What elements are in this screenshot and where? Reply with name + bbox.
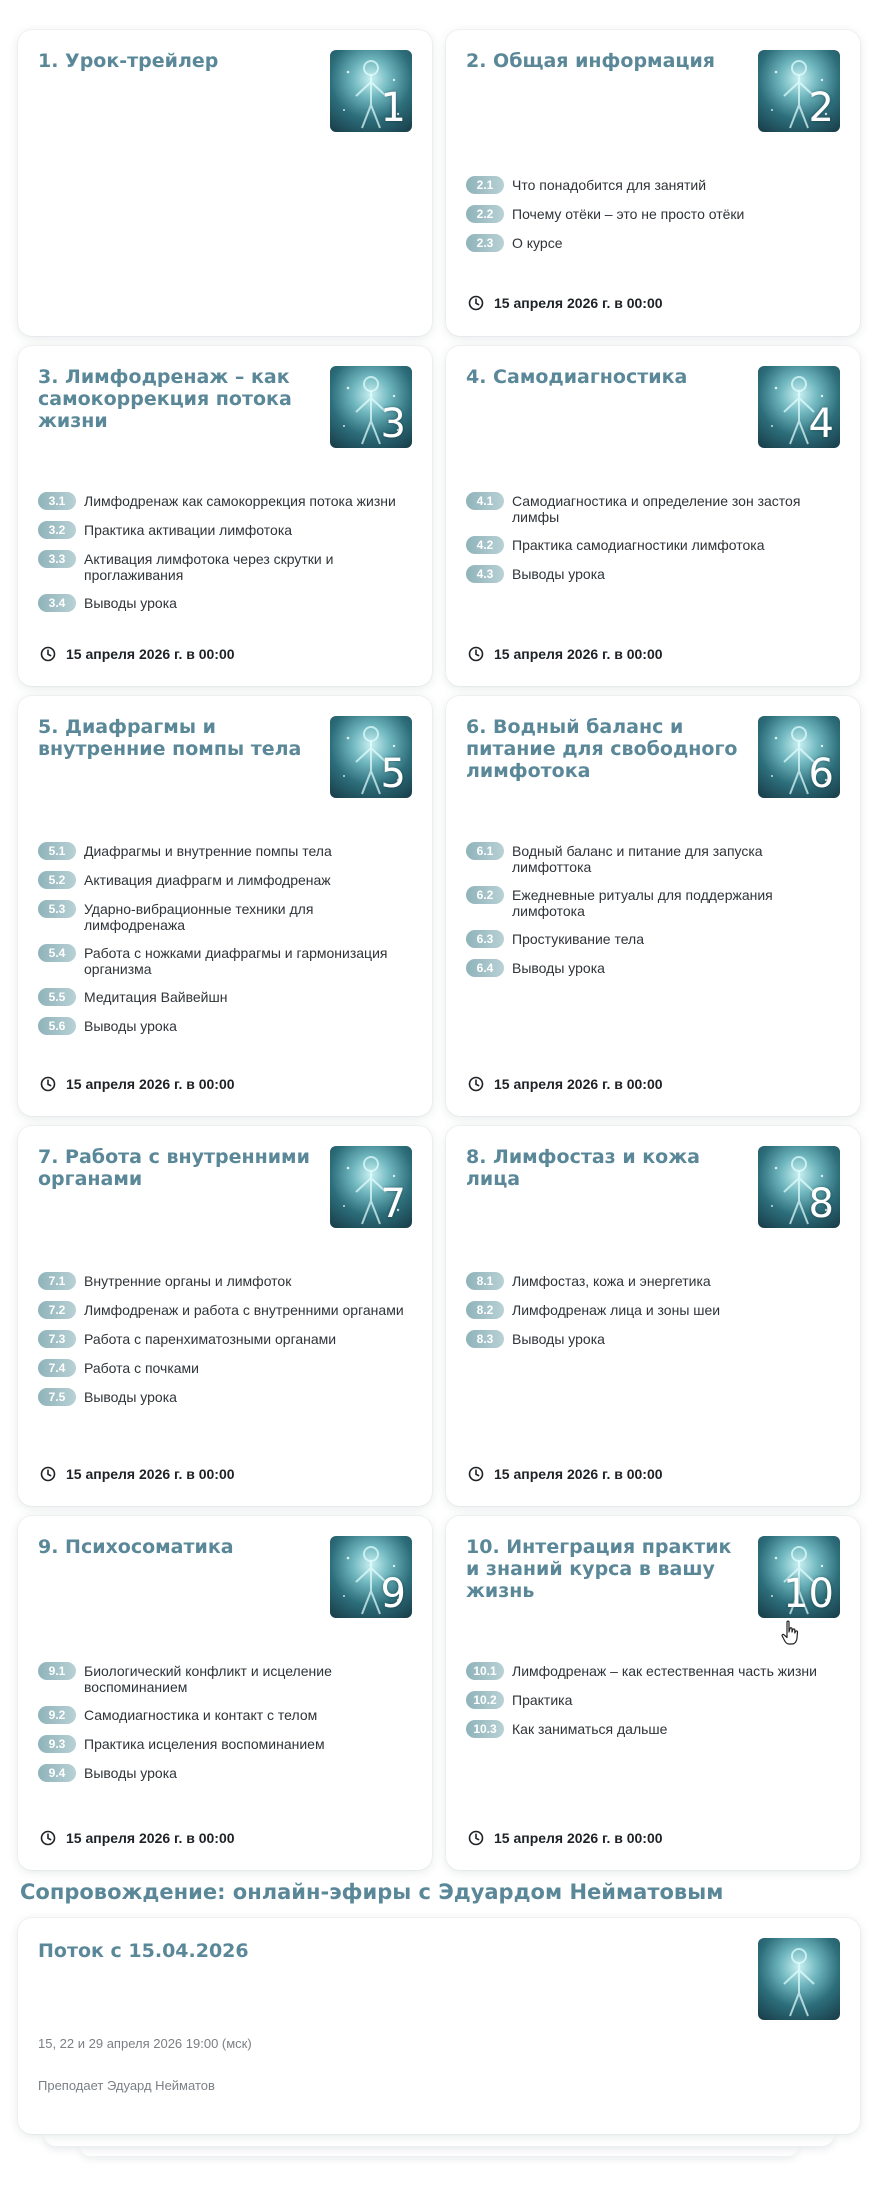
- lesson-number-badge: 5.4: [38, 944, 76, 962]
- module-date-text: 15 апреля 2026 г. в 00:00: [66, 1076, 235, 1092]
- lesson-item[interactable]: [38, 1735, 414, 1753]
- module-title: 1. Урок-трейлер: [38, 50, 219, 72]
- lesson-item[interactable]: [466, 886, 842, 919]
- lesson-item[interactable]: [466, 565, 842, 583]
- lesson-title: Выводы урока: [84, 1389, 177, 1405]
- lesson-number-badge: 9.4: [38, 1764, 76, 1782]
- stream-dates: 15, 22 и 29 апреля 2026 19:00 (мск): [38, 2036, 252, 2051]
- lesson-item[interactable]: [466, 492, 842, 525]
- lesson-title: Выводы урока: [512, 1331, 605, 1347]
- lesson-item[interactable]: [38, 1388, 414, 1406]
- lesson-title: Лимфодренаж как самокоррекция потока жизни: [84, 493, 396, 509]
- clock-icon: [468, 646, 484, 662]
- lesson-title: Медитация Вайвейшн: [84, 989, 228, 1005]
- lesson-title: Выводы урока: [84, 595, 177, 611]
- lesson-item[interactable]: [38, 1706, 414, 1724]
- module-thumbnail: [330, 50, 412, 132]
- lesson-title: Выводы урока: [512, 566, 605, 582]
- lesson-title: О курсе: [512, 235, 563, 251]
- lesson-item[interactable]: [38, 900, 414, 933]
- module-card[interactable]: [446, 696, 860, 1116]
- clock-icon: [40, 1830, 56, 1846]
- module-title: 7. Работа с внутренними органами: [38, 1146, 310, 1190]
- lesson-title: Активация диафрагм и лимфодренаж: [84, 872, 331, 888]
- lesson-number-badge: 5.2: [38, 871, 76, 889]
- clock-icon: [40, 1466, 56, 1482]
- module-date: [468, 1466, 663, 1482]
- lesson-title: Выводы урока: [512, 960, 605, 976]
- lesson-title: Работа с почками: [84, 1360, 199, 1376]
- lesson-title: Биологический конфликт и исцеление воспоминанием: [84, 1663, 332, 1695]
- lesson-item[interactable]: [466, 1330, 842, 1348]
- module-thumbnail: [758, 1536, 840, 1618]
- module-date: [40, 1466, 235, 1482]
- lesson-item[interactable]: [38, 988, 414, 1006]
- clock-icon: [468, 1076, 484, 1092]
- lesson-item[interactable]: [38, 1272, 414, 1290]
- lesson-list: [38, 1662, 414, 1793]
- lesson-title: Ударно-вибрационные техники для лимфодренажа: [84, 901, 314, 933]
- module-title: 10. Интеграция практик и знаний курса в вашу жизнь: [466, 1536, 732, 1602]
- module-card[interactable]: [18, 346, 432, 686]
- lesson-title: Работа с паренхиматозными органами: [84, 1331, 337, 1347]
- module-card[interactable]: [446, 1516, 860, 1870]
- lesson-number-badge: 9.3: [38, 1735, 76, 1753]
- lesson-number-badge: 10.3: [466, 1720, 504, 1738]
- module-thumbnail: [758, 716, 840, 798]
- lesson-item[interactable]: [38, 842, 414, 860]
- clock-icon: [40, 1076, 56, 1092]
- module-title: 6. Водный баланс и питание для свободного лимфотока: [466, 716, 738, 782]
- module-number: 1: [380, 85, 406, 131]
- module-card[interactable]: [18, 1126, 432, 1506]
- lesson-item[interactable]: [466, 536, 842, 554]
- lesson-title: Практика активации лимфотока: [84, 522, 293, 538]
- lesson-number-badge: 6.3: [466, 930, 504, 948]
- module-number: 3: [380, 401, 406, 447]
- lesson-item[interactable]: [466, 176, 842, 194]
- lesson-number-badge: 7.5: [38, 1388, 76, 1406]
- module-date: [40, 646, 235, 662]
- module-number: 5: [380, 751, 406, 797]
- lesson-number-badge: 6.1: [466, 842, 504, 860]
- lesson-item[interactable]: [38, 1017, 414, 1035]
- lesson-number-badge: 7.2: [38, 1301, 76, 1319]
- module-date-text: 15 апреля 2026 г. в 00:00: [66, 646, 235, 662]
- lesson-title: Что понадобится для занятий: [512, 177, 707, 193]
- module-title: 2. Общая информация: [466, 50, 716, 72]
- lesson-title: Самодиагностика и контакт с телом: [84, 1707, 318, 1723]
- module-card[interactable]: [18, 1516, 432, 1870]
- lesson-number-badge: 6.2: [466, 886, 504, 904]
- card-stack-shadow: [44, 2134, 834, 2146]
- lesson-item[interactable]: [466, 234, 842, 252]
- module-number: 10: [783, 1571, 834, 1617]
- lesson-title: Практика самодиагностики лимфотока: [512, 537, 765, 553]
- lesson-number-badge: 8.1: [466, 1272, 504, 1290]
- lesson-item[interactable]: [38, 550, 414, 583]
- lesson-item[interactable]: [38, 594, 414, 612]
- module-card[interactable]: [18, 30, 432, 336]
- module-date-text: 15 апреля 2026 г. в 00:00: [494, 1466, 663, 1482]
- lesson-number-badge: 5.5: [38, 988, 76, 1006]
- lesson-title: Практика исцеления воспоминанием: [84, 1736, 325, 1752]
- lesson-number-badge: 8.2: [466, 1301, 504, 1319]
- stream-thumbnail: [758, 1938, 840, 2020]
- clock-icon: [468, 1830, 484, 1846]
- module-date: [468, 1076, 663, 1092]
- module-number: 2: [808, 85, 834, 131]
- module-thumbnail: [758, 1146, 840, 1228]
- module-number: 4: [808, 401, 834, 447]
- lesson-item[interactable]: [38, 1359, 414, 1377]
- lesson-list: [466, 1272, 842, 1359]
- clock-icon: [468, 295, 484, 311]
- lesson-list: [466, 492, 842, 594]
- lesson-title: Выводы урока: [84, 1018, 177, 1034]
- module-number: 6: [808, 751, 834, 797]
- lesson-item[interactable]: [38, 1330, 414, 1348]
- lesson-title: Простукивание тела: [512, 931, 644, 947]
- card-stack-shadow: [80, 2146, 798, 2156]
- lesson-number-badge: 3.3: [38, 550, 76, 568]
- lesson-item[interactable]: [38, 871, 414, 889]
- lesson-number-badge: 2.3: [466, 234, 504, 252]
- lesson-item[interactable]: [466, 1301, 842, 1319]
- lesson-number-badge: 7.4: [38, 1359, 76, 1377]
- support-stream-card[interactable]: [18, 1918, 860, 2134]
- module-date-text: 15 апреля 2026 г. в 00:00: [494, 295, 663, 311]
- module-thumbnail: [330, 716, 412, 798]
- lesson-title: Самодиагностика и определение зон застоя лимфы: [512, 493, 801, 525]
- lesson-item[interactable]: [466, 1691, 842, 1709]
- module-date: [40, 1830, 235, 1846]
- lesson-item[interactable]: [466, 842, 842, 875]
- lesson-item[interactable]: [38, 492, 414, 510]
- lesson-number-badge: 5.3: [38, 900, 76, 918]
- clock-icon: [40, 646, 56, 662]
- lesson-number-badge: 10.2: [466, 1691, 504, 1709]
- lesson-number-badge: 10.1: [466, 1662, 504, 1680]
- lesson-title: Лимфодренаж – как естественная часть жизни: [512, 1663, 817, 1679]
- lesson-number-badge: 2.1: [466, 176, 504, 194]
- lesson-title: Почему отёки – это не просто отёки: [512, 206, 745, 222]
- module-number: 9: [380, 1571, 406, 1617]
- lesson-number-badge: 3.4: [38, 594, 76, 612]
- module-title: 9. Психосоматика: [38, 1536, 234, 1558]
- module-date: [468, 646, 663, 662]
- lesson-title: Лимфостаз, кожа и энергетика: [512, 1273, 711, 1289]
- lesson-title: Внутренние органы и лимфоток: [84, 1273, 292, 1289]
- lesson-title: Лимфодренаж лица и зоны шеи: [512, 1302, 721, 1318]
- module-date: [468, 1830, 663, 1846]
- lesson-number-badge: 4.2: [466, 536, 504, 554]
- lesson-item[interactable]: [38, 1764, 414, 1782]
- lesson-item[interactable]: [466, 1720, 842, 1738]
- clock-icon: [468, 1466, 484, 1482]
- module-date-text: 15 апреля 2026 г. в 00:00: [66, 1466, 235, 1482]
- lesson-title: Ежедневные ритуалы для поддержания лимфотока: [512, 887, 773, 919]
- lesson-item[interactable]: [466, 1662, 842, 1680]
- module-date: [40, 1076, 235, 1092]
- lesson-number-badge: 2.2: [466, 205, 504, 223]
- lesson-title: Активация лимфотока через скрутки и проглаживания: [84, 551, 334, 583]
- lesson-number-badge: 4.3: [466, 565, 504, 583]
- lesson-number-badge: 6.4: [466, 959, 504, 977]
- module-date-text: 15 апреля 2026 г. в 00:00: [494, 1830, 663, 1846]
- module-card[interactable]: [18, 696, 432, 1116]
- lesson-number-badge: 5.6: [38, 1017, 76, 1035]
- lesson-title: Водный баланс и питание для запуска лимфоттока: [512, 843, 763, 875]
- module-thumbnail: [758, 366, 840, 448]
- lesson-item[interactable]: [38, 521, 414, 539]
- lesson-item[interactable]: [466, 205, 842, 223]
- module-date-text: 15 апреля 2026 г. в 00:00: [494, 646, 663, 662]
- module-title: 8. Лимфостаз и кожа лица: [466, 1146, 700, 1190]
- lesson-item[interactable]: [466, 1272, 842, 1290]
- lesson-number-badge: 9.1: [38, 1662, 76, 1680]
- module-number: 8: [808, 1181, 834, 1227]
- module-date: [468, 295, 663, 311]
- module-thumbnail: [758, 50, 840, 132]
- lesson-number-badge: 5.1: [38, 842, 76, 860]
- lesson-item[interactable]: [466, 959, 842, 977]
- lesson-item[interactable]: [38, 1301, 414, 1319]
- stream-teacher: Преподает Эдуард Нейматов: [38, 2078, 215, 2093]
- module-thumbnail: [330, 1146, 412, 1228]
- module-title: 4. Самодиагностика: [466, 366, 688, 388]
- lesson-title: Выводы урока: [84, 1765, 177, 1781]
- lesson-item[interactable]: [38, 944, 414, 977]
- module-card[interactable]: [446, 1126, 860, 1506]
- lesson-title: Диафрагмы и внутренние помпы тела: [84, 843, 332, 859]
- lesson-list: [466, 842, 842, 988]
- module-date-text: 15 апреля 2026 г. в 00:00: [494, 1076, 663, 1092]
- module-title: 5. Диафрагмы и внутренние помпы тела: [38, 716, 302, 760]
- lesson-title: Практика: [512, 1692, 573, 1708]
- lesson-number-badge: 7.1: [38, 1272, 76, 1290]
- lesson-number-badge: 3.2: [38, 521, 76, 539]
- module-card[interactable]: [446, 346, 860, 686]
- lesson-list: [38, 842, 414, 1046]
- lesson-list: [38, 492, 414, 623]
- module-number: 7: [380, 1181, 406, 1227]
- stream-title: Поток с 15.04.2026: [38, 1940, 249, 1962]
- module-card[interactable]: [446, 30, 860, 336]
- lesson-list: [466, 176, 842, 263]
- lesson-number-badge: 7.3: [38, 1330, 76, 1348]
- hand-cursor-icon: [780, 1620, 802, 1646]
- lesson-title: Работа с ножками диафрагмы и гармонизация организма: [84, 945, 388, 977]
- module-title: 3. Лимфодренаж – как самокоррекция потока жизни: [38, 366, 292, 432]
- lesson-list: [466, 1662, 842, 1749]
- module-date-text: 15 апреля 2026 г. в 00:00: [66, 1830, 235, 1846]
- lesson-title: Как заниматься дальше: [512, 1721, 668, 1737]
- lesson-item[interactable]: [38, 1662, 414, 1695]
- lesson-number-badge: 9.2: [38, 1706, 76, 1724]
- lesson-number-badge: 3.1: [38, 492, 76, 510]
- module-thumbnail: [330, 1536, 412, 1618]
- support-section-title: Сопровождение: онлайн-эфиры с Эдуардом Нейматовым: [20, 1880, 724, 1904]
- lesson-number-badge: 4.1: [466, 492, 504, 510]
- lesson-item[interactable]: [466, 930, 842, 948]
- lesson-number-badge: 8.3: [466, 1330, 504, 1348]
- module-thumbnail: [330, 366, 412, 448]
- lesson-title: Лимфодренаж и работа с внутренними органами: [84, 1302, 404, 1318]
- lesson-list: [38, 1272, 414, 1417]
